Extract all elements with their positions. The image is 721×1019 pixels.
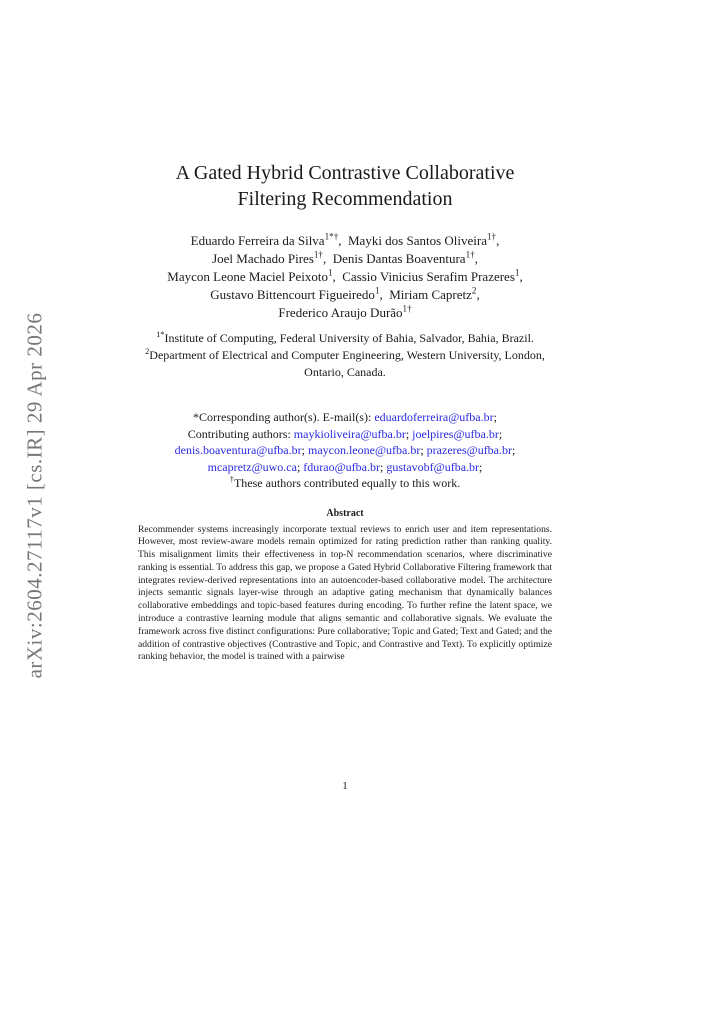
email-link[interactable]: denis.boaventura@ufba.br	[174, 443, 302, 457]
author-list: Eduardo Ferreira da Silva$^{1*\dagger}$, Mayki dos Santos Oliveira$^{1\dagger}$, Joel Machado Pires$^{1\dagger}$, Denis Dantas Boaventura$^{1\dagger}$, Maycon Leone Maciel Peixoto$^1$, Cassio Vinicius Serafim Prazeres$^1$, Gustavo Bittencourt Figueiredo$^1$, Miriam Capretz$^2$, Frederico Araujo Durão$^{1\dagger}$	[167, 231, 523, 320]
abstract-text: Recommender systems increasingly incorporate textual reviews to enrich user and item representations. However, most review-aware models remain optimized for rating prediction rather than ranking quality. This misalignment limits their effectiveness in top-N recommendation scenarios, where discriminative ranking is essential. To address this gap, we propose a Gated Hybrid Collaborative Filtering framework that integrates review-derived representations into an autoencoder-based collaborative model. The architecture injects semantic signals layer-wise through an adaptive gating mechanism that dynamically balances collaborative embeddings and topic-based features during encoding. To further refine the latent space, we introduce a contrastive learning module that aligns semantic and collaborative signals. We evaluate the framework across five distinct configurations: Pure collaborative; Topic and Gated; Text and Gated; and the addition of contrastive objectives (Contrastive and Topic, and Contrastive and Text). To explicitly optimize ranking behavior, the model is trained with a pairwise	[138, 523, 552, 663]
title-line-1: A Gated Hybrid Contrastive Collaborative	[175, 162, 515, 184]
abstract-section	[120, 508, 570, 665]
contact-block: *Corresponding author(s). E-mail(s): eduardoferreira@ufba.br; Contributing authors: maykioliveira@ufba.br; joelpires@ufba.br; denis.boaventura@ufba.br; maycon.leone@ufba.br; prazeres@ufba.br; mcapretz@uwo.ca; fdurao@ufba.br; gustavobf@ufba.br; †These authors contributed equally to this work.	[174, 410, 516, 490]
contributing-label: Contributing authors:	[187, 426, 294, 441]
arxiv-side-stamp	[18, 300, 52, 690]
author: Eduardo Ferreira da Silva$^{1*\dagger}$	[190, 231, 339, 248]
title-line-2: Filtering Recommendation	[237, 188, 453, 210]
email-link[interactable]: eduardoferreira@ufba.br	[374, 410, 494, 424]
affiliation: $^2$Department of Electrical and Computer Engineering, Western University, London, Ontario, Canada.	[145, 347, 545, 379]
author: Denis Dantas Boaventura$^{1\dagger}$	[332, 249, 475, 266]
author: Miriam Capretz$^2$	[389, 285, 477, 302]
author: Frederico Araujo Durão$^{1\dagger}$	[278, 303, 412, 320]
email-link[interactable]: maykioliveira@ufba.br	[293, 426, 406, 441]
author: Joel Machado Pires$^{1\dagger}$	[212, 249, 323, 266]
email-link[interactable]: fdurao@ufba.br	[303, 459, 380, 474]
email-link[interactable]: maycon.leone@ufba.br	[307, 443, 421, 457]
author: Cassio Vinicius Serafim Prazeres$^1$	[342, 267, 520, 284]
affiliations	[120, 330, 570, 381]
author: Mayki dos Santos Oliveira$^{1\dagger}$	[347, 231, 497, 248]
author: Gustavo Bittencourt Figueiredo$^1$	[210, 285, 380, 302]
arxiv-identifier: arXiv:2604.27117v1 [cs.IR] 29 Apr 2026	[22, 312, 47, 678]
email-link[interactable]: mcapretz@uwo.ca	[207, 459, 297, 474]
author: Maycon Leone Maciel Peixoto$^1$	[167, 267, 333, 284]
equal-contribution-note: These authors contributed equally to this work.	[233, 476, 461, 490]
paper-title	[120, 160, 570, 212]
email-link[interactable]: joelpires@ufba.br	[412, 426, 499, 441]
affiliation: $^{1*}$Institute of Computing, Federal University of Bahia, Salvador, Bahia, Brazil.	[156, 330, 534, 345]
page-number: 1	[342, 780, 348, 792]
email-link[interactable]: gustavobf@ufba.br	[386, 459, 480, 474]
corresponding-label: *Corresponding author(s). E-mail(s):	[193, 410, 375, 424]
paper-first-page	[120, 160, 570, 664]
abstract-heading: Abstract	[326, 507, 364, 519]
email-link[interactable]: prazeres@ufba.br	[426, 443, 513, 457]
dagger-mark: †	[229, 475, 234, 484]
